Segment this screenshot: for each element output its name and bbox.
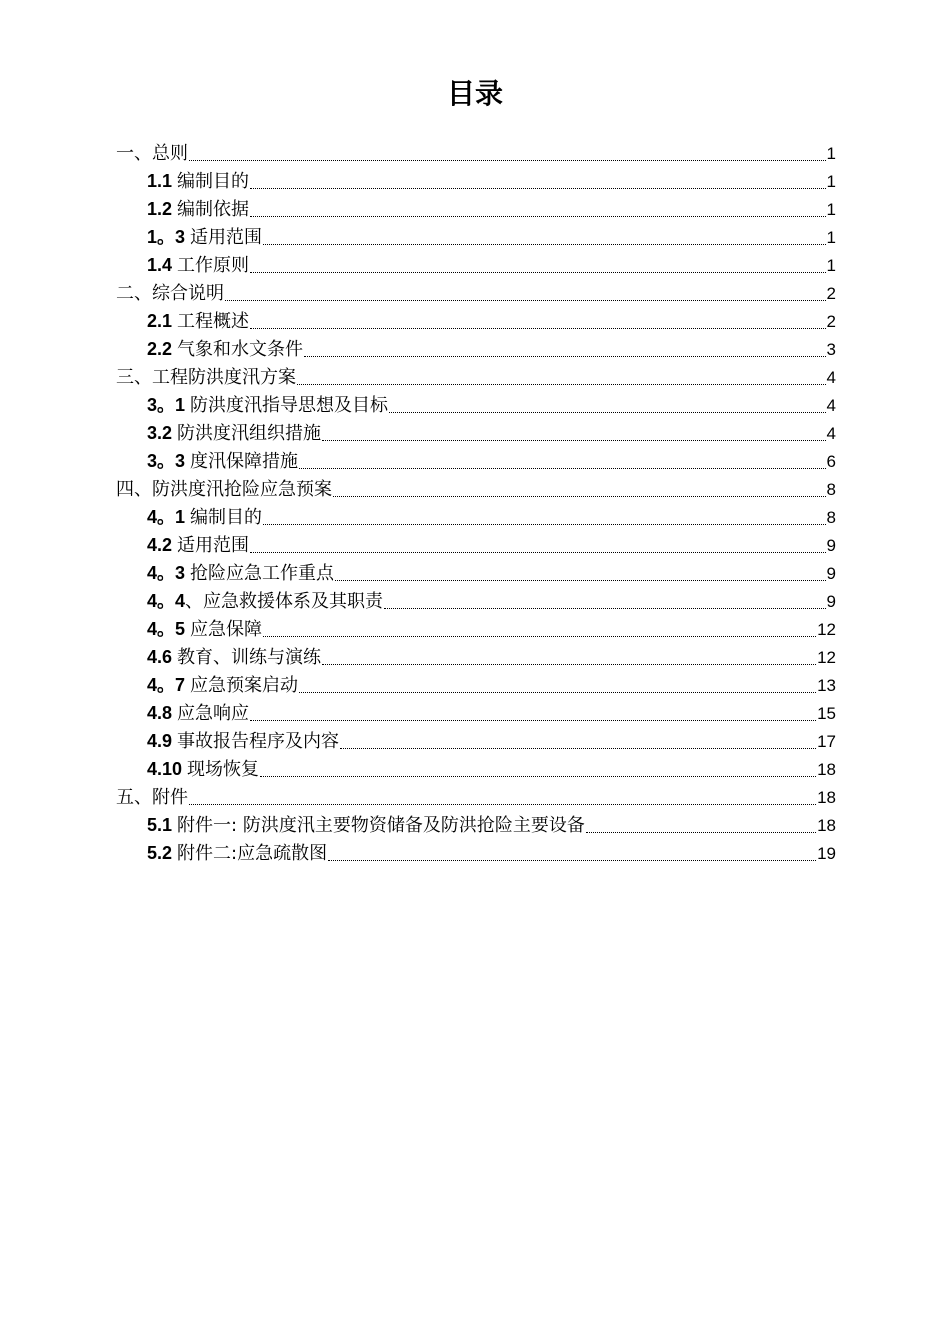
toc-entry-label [147, 419, 321, 448]
toc-entry-page-number: 1 [826, 172, 836, 191]
dot-leader [189, 160, 826, 161]
toc-entry-number: 4。3 [147, 563, 186, 583]
toc-entry-label [147, 755, 259, 784]
toc-entry-number: 4。4 [147, 591, 186, 611]
toc-entry-number: 4。1 [147, 507, 186, 527]
toc-entry-number: 1.4 [147, 255, 173, 275]
toc-entry-label [116, 476, 332, 504]
toc-entry[interactable] [116, 840, 836, 868]
toc-entry-number: 2.2 [147, 339, 173, 359]
dot-leader [333, 496, 826, 497]
toc-entry-page-number: 9 [826, 536, 836, 555]
toc-entry-page-number: 3 [826, 340, 836, 359]
toc-entry-page-number: 6 [826, 452, 836, 471]
toc-entry-label [147, 447, 298, 476]
toc-entry-text: 气象和水文条件 [177, 339, 304, 360]
toc-entry-number: 4.2 [147, 535, 173, 555]
toc-entry-text: 适用范围 [190, 227, 263, 248]
toc-entry-page-number: 4 [826, 424, 836, 443]
toc-entry[interactable] [116, 644, 836, 672]
toc-entry[interactable] [116, 588, 836, 616]
toc-entry[interactable] [116, 672, 836, 700]
toc-entry-text: 现场恢复 [187, 759, 260, 780]
toc-entry[interactable] [116, 784, 836, 812]
toc-entry-page-number: 12 [817, 648, 836, 667]
dot-leader [389, 412, 826, 413]
toc-entry-page-number: 4 [826, 368, 836, 387]
toc-entry-page-number: 17 [817, 732, 836, 751]
toc-entry-label [147, 559, 334, 588]
dot-leader [304, 356, 826, 357]
toc-entry-number: 4.6 [147, 647, 173, 667]
toc-entry-text: 应急响应 [177, 703, 250, 724]
toc-entry-number: 5.2 [147, 843, 173, 863]
toc-entry-number: 5.1 [147, 815, 173, 835]
dot-leader [260, 776, 816, 777]
toc-entry-page-number: 18 [817, 816, 836, 835]
toc-entry[interactable] [116, 504, 836, 532]
dot-leader [250, 188, 826, 189]
dot-leader [322, 440, 826, 441]
dot-leader [335, 580, 826, 581]
toc-entry-number: 3.2 [147, 423, 173, 443]
toc-entry[interactable] [116, 448, 836, 476]
toc-entry-text: 工作原则 [177, 255, 250, 276]
toc-entry-label [147, 643, 321, 672]
toc-entry-label [147, 223, 262, 252]
dot-leader [263, 244, 826, 245]
toc-entry-number: 4。7 [147, 675, 186, 695]
toc-entry-label [116, 364, 296, 392]
toc-entry[interactable] [116, 140, 836, 168]
toc-entry-label [147, 307, 249, 336]
toc-entry-page-number: 1 [826, 144, 836, 163]
dot-leader [340, 748, 816, 749]
toc-entry[interactable] [116, 532, 836, 560]
dot-leader [263, 524, 826, 525]
toc-entry[interactable] [116, 756, 836, 784]
toc-list [116, 140, 836, 868]
dot-leader [250, 720, 816, 721]
toc-entry-page-number: 8 [826, 508, 836, 527]
toc-entry[interactable] [116, 392, 836, 420]
toc-entry-text: 编制目的 [190, 507, 263, 528]
toc-entry-label [147, 251, 249, 280]
toc-entry-page-number: 2 [826, 284, 836, 303]
toc-entry-label [116, 784, 188, 812]
toc-entry[interactable] [116, 252, 836, 280]
toc-entry-page-number: 1 [826, 256, 836, 275]
toc-entry-label [147, 531, 249, 560]
toc-entry-page-number: 4 [826, 396, 836, 415]
toc-entry-label [147, 699, 249, 728]
toc-entry-label [147, 587, 383, 616]
dot-leader [299, 468, 826, 469]
toc-entry[interactable] [116, 280, 836, 308]
dot-leader [250, 552, 826, 553]
toc-entry-text: 工程概述 [177, 311, 250, 332]
toc-entry-number: 4.9 [147, 731, 173, 751]
toc-entry-page-number: 1 [826, 228, 836, 247]
toc-entry-page-number: 1 [826, 200, 836, 219]
toc-entry-text: 编制目的 [177, 171, 250, 192]
dot-leader [250, 216, 826, 217]
toc-entry[interactable] [116, 560, 836, 588]
toc-entry-page-number: 18 [817, 788, 836, 807]
dot-leader [384, 608, 826, 609]
toc-entry-label [147, 615, 262, 644]
dot-leader [586, 832, 816, 833]
toc-entry-label [147, 195, 249, 224]
toc-entry-page-number: 12 [817, 620, 836, 639]
toc-entry-number: 4.8 [147, 703, 173, 723]
toc-entry-text: 抢险应急工作重点 [190, 563, 335, 584]
toc-entry-page-number: 13 [817, 676, 836, 695]
toc-entry-text: 事故报告程序及内容 [177, 731, 340, 752]
toc-entry[interactable] [116, 616, 836, 644]
toc-entry-page-number: 2 [826, 312, 836, 331]
toc-entry-text: 适用范围 [177, 535, 250, 556]
toc-entry-text: 教育、训练与演练 [177, 647, 322, 668]
toc-entry[interactable] [116, 196, 836, 224]
toc-entry-number: 1。3 [147, 227, 186, 247]
dot-leader [322, 664, 816, 665]
toc-entry-label [147, 839, 327, 868]
toc-entry-text: 一、总则 [116, 143, 188, 164]
toc-entry[interactable] [116, 700, 836, 728]
toc-entry-page-number: 15 [817, 704, 836, 723]
toc-entry-text: 防洪度汛指导思想及目标 [190, 395, 389, 416]
toc-entry-label [116, 280, 224, 308]
toc-entry-text: 应急保障 [190, 619, 263, 640]
toc-entry-label [147, 391, 388, 420]
toc-entry-text: 附件二:应急疏散图 [177, 843, 328, 864]
dot-leader [299, 692, 816, 693]
toc-entry-number: 4。5 [147, 619, 186, 639]
toc-entry-page-number: 19 [817, 844, 836, 863]
dot-leader [250, 272, 826, 273]
toc-entry[interactable] [116, 728, 836, 756]
toc-entry-text: 五、附件 [116, 787, 188, 808]
toc-entry[interactable] [116, 812, 836, 840]
toc-entry-number: 3。3 [147, 451, 186, 471]
toc-entry-label [147, 167, 249, 196]
toc-entry-text: 应急预案启动 [190, 675, 299, 696]
toc-entry-number: 2.1 [147, 311, 173, 331]
toc-entry-text: 四、防洪度汛抢险应急预案 [116, 479, 332, 500]
toc-entry-number: 1.1 [147, 171, 173, 191]
toc-entry[interactable] [116, 308, 836, 336]
toc-entry[interactable] [116, 168, 836, 196]
toc-entry-label [147, 335, 303, 364]
toc-entry-page-number: 9 [826, 592, 836, 611]
toc-entry-number: 4.10 [147, 759, 183, 779]
toc-entry[interactable] [116, 336, 836, 364]
toc-entry[interactable] [116, 364, 836, 392]
toc-entry-page-number: 9 [826, 564, 836, 583]
toc-entry-text: 二、综合说明 [116, 283, 224, 304]
dot-leader [225, 300, 826, 301]
toc-entry-label [147, 727, 339, 756]
dot-leader [250, 328, 826, 329]
toc-entry-text: 度汛保障措施 [190, 451, 299, 472]
toc-entry-text: 、应急救援体系及其职责 [185, 591, 384, 612]
toc-entry-number: 1.2 [147, 199, 173, 219]
toc-entry-label [147, 503, 262, 532]
toc-entry-text: 编制依据 [177, 199, 250, 220]
dot-leader [189, 804, 816, 805]
dot-leader [297, 384, 826, 385]
toc-entry-label [147, 671, 298, 700]
toc-entry-text: 附件一: 防洪度汛主要物资储备及防洪抢险主要设备 [177, 815, 585, 836]
toc-entry-page-number: 8 [826, 480, 836, 499]
toc-entry[interactable] [116, 224, 836, 252]
dot-leader [328, 860, 816, 861]
toc-entry-number: 3。1 [147, 395, 186, 415]
toc-entry-label [116, 140, 188, 168]
toc-entry-text: 三、工程防洪度汛方案 [116, 367, 296, 388]
toc-entry[interactable] [116, 476, 836, 504]
dot-leader [263, 636, 816, 637]
toc-entry[interactable] [116, 420, 836, 448]
toc-title: 目录 [446, 77, 503, 110]
toc-entry-label [147, 811, 585, 840]
toc-entry-text: 防洪度汛组织措施 [177, 423, 322, 444]
toc-entry-page-number: 18 [817, 760, 836, 779]
